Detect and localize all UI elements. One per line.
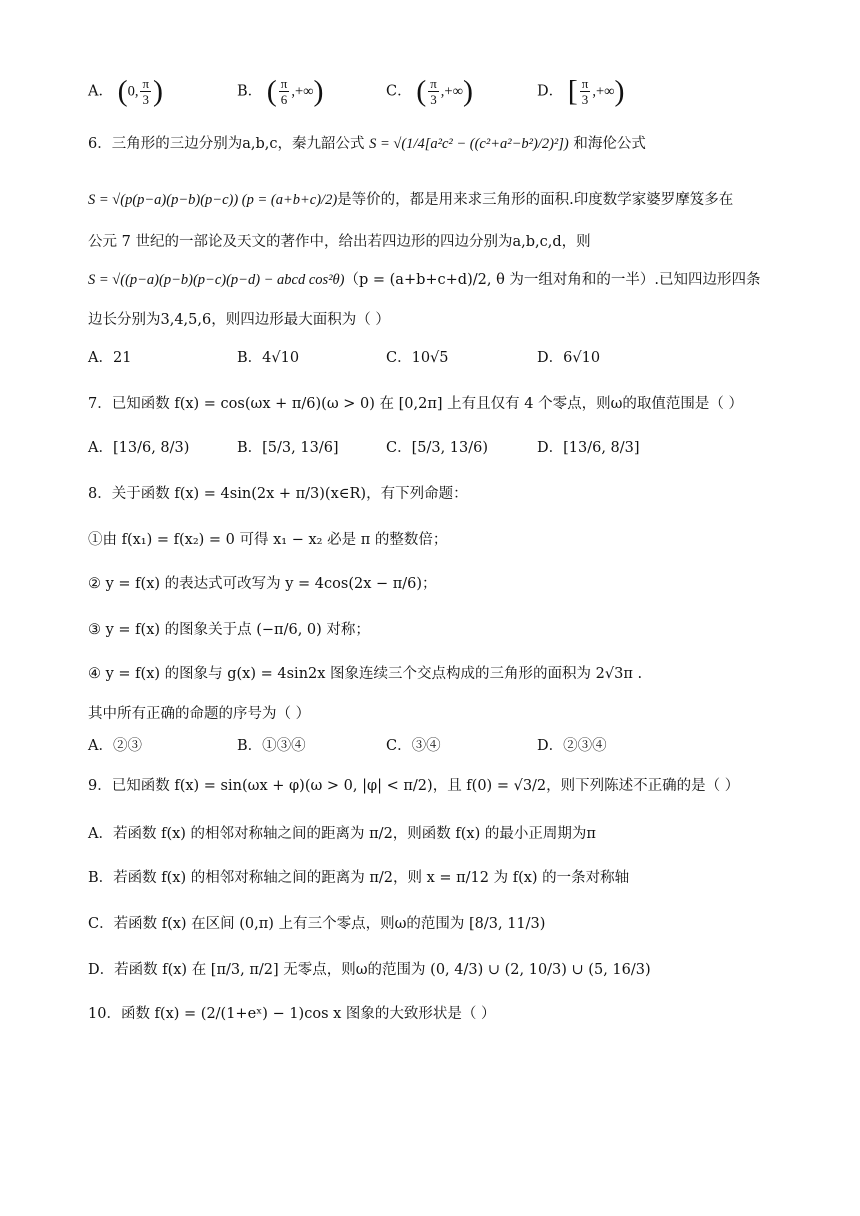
paren: ): [153, 74, 164, 108]
q6-option-d: D．6√10: [537, 350, 601, 366]
q5-option-b: [237, 76, 323, 107]
q6-option-b: B．4√10: [237, 350, 300, 366]
q8-option-a: A．②③: [88, 738, 142, 754]
q6-line-3: [88, 232, 591, 252]
q10-stem: 10．函数 f(x) = (2/(1+eˣ) − 1)cos x 图象的大致形状是（ ）: [88, 1006, 496, 1022]
q9-option-c: C．若函数 f(x) 在区间 (0,π) 上有三个零点，则ω的范围为 [8/3, 11/3): [88, 916, 546, 932]
math: ,+∞: [592, 83, 615, 100]
paren: (: [266, 74, 277, 108]
fraction: $\frac{\pi}{3}$: [142, 76, 150, 107]
paren: ): [313, 74, 324, 108]
q8-statement-1: ①由 f(x₁) = f(x₂) = 0 可得 x₁ − x₂ 必是 π 的整数倍；: [88, 532, 448, 548]
math: ,+∞: [291, 83, 314, 100]
question-text: 和海伦公式: [573, 136, 646, 152]
option-letter: D．: [537, 83, 564, 100]
paren: [: [567, 74, 578, 108]
q7-option-c: C．[5/3, 13/6): [386, 440, 489, 456]
q8-statement-4: ④ y = f(x) 的图象与 g(x) = 4sin2x 图象连续三个交点构成的三角形的面积为 2√3π .: [88, 666, 643, 682]
qin-jiushao-formula: S = √(1/4[a²c² − ((c²+a²−b²)/2)²]): [369, 136, 569, 152]
fraction: $\frac{\pi}{6}$: [280, 76, 288, 107]
q6-option-c: C．10√5: [386, 350, 449, 366]
q8-statement-3: ③ y = f(x) 的图象关于点 (−π/6, 0) 对称；: [88, 622, 370, 638]
q6-option-a: A．21: [88, 350, 132, 366]
q8-statement-2: ② y = f(x) 的表达式可改写为 y = 4cos(2x − π/6)；: [88, 576, 437, 592]
paren: (: [117, 74, 128, 108]
q7-option-a: A．[13/6, 8/3): [88, 440, 190, 456]
q9-option-b: B．若函数 f(x) 的相邻对称轴之间的距离为 π/2，则 x = π/12 为 f(x) 的一条对称轴: [88, 870, 630, 886]
q9-stem: 9．已知函数 f(x) = sin(ωx + φ)(ω > 0, |φ| < π/2)，且 f(0) = √3/2，则下列陈述不正确的是（ ）: [88, 778, 740, 794]
paren: ): [462, 74, 473, 108]
option-letter: A．: [88, 83, 113, 100]
q5-option-a: [88, 76, 163, 107]
q6-line-5: [88, 310, 390, 330]
fraction: $\frac{\pi}{3}$: [581, 76, 589, 107]
q5-option-c: [386, 76, 473, 107]
question-text: 边长分别为3,4,5,6，则四边形最大面积为（ ）: [88, 312, 390, 328]
q9-option-a: A．若函数 f(x) 的相邻对称轴之间的距离为 π/2，则函数 f(x) 的最小正周期为π: [88, 826, 596, 842]
question-text: （p = (a+b+c+d)/2, θ 为一组对角和的一半）.已知四边形四条: [344, 272, 761, 288]
math: 0,: [127, 83, 139, 100]
q6-line-2: [88, 190, 733, 210]
q8-option-d: D．②③④: [537, 738, 607, 754]
q6-line-1: [88, 134, 646, 154]
paren: ): [614, 74, 625, 108]
q6-line-4: [88, 270, 761, 290]
option-letter: C．: [386, 83, 412, 100]
q7-stem: 7．已知函数 f(x) = cos(ωx + π/6)(ω > 0) 在 [0,2π] 上有且仅有 4 个零点，则ω的取值范围是（ ）: [88, 396, 744, 412]
q8-stem: 8．关于函数 f(x) = 4sin(2x + π/3)(x∈R)，有下列命题：: [88, 486, 468, 502]
fraction: $\frac{\pi}{3}$: [430, 76, 437, 107]
question-text: 是等价的，都是用来求三角形的面积.印度数学家婆罗摩笈多在: [337, 192, 734, 208]
q8-option-c: C．③④: [386, 738, 441, 754]
q8-ask: 其中所有正确的命题的序号为（ ）: [88, 706, 311, 722]
option-letter: B．: [237, 83, 263, 100]
math: ,+∞: [440, 83, 463, 100]
heron-formula: S = √(p(p−a)(p−b)(p−c)) (p = (a+b+c)/2): [88, 192, 338, 208]
q9-option-d: D．若函数 f(x) 在 [π/3, π/2] 无零点，则ω的范围为 (0, 4/3) ∪ (2, 10/3) ∪ (5, 16/3): [88, 962, 651, 978]
q7-option-d: D．[13/6, 8/3]: [537, 440, 640, 456]
q5-option-d: [537, 76, 624, 107]
paren: (: [416, 74, 427, 108]
q8-option-b: B．①③④: [237, 738, 306, 754]
brahmagupta-formula: S = √((p−a)(p−b)(p−c)(p−d) − abcd cos²θ): [88, 272, 345, 288]
question-text: 6．三角形的三边分别为a,b,c，秦九韶公式: [88, 136, 365, 152]
question-text: 公元 7 世纪的一部论及天文的著作中，给出若四边形的四边分别为a,b,c,d，则: [88, 234, 591, 250]
q7-option-b: B．[5/3, 13/6]: [237, 440, 339, 456]
